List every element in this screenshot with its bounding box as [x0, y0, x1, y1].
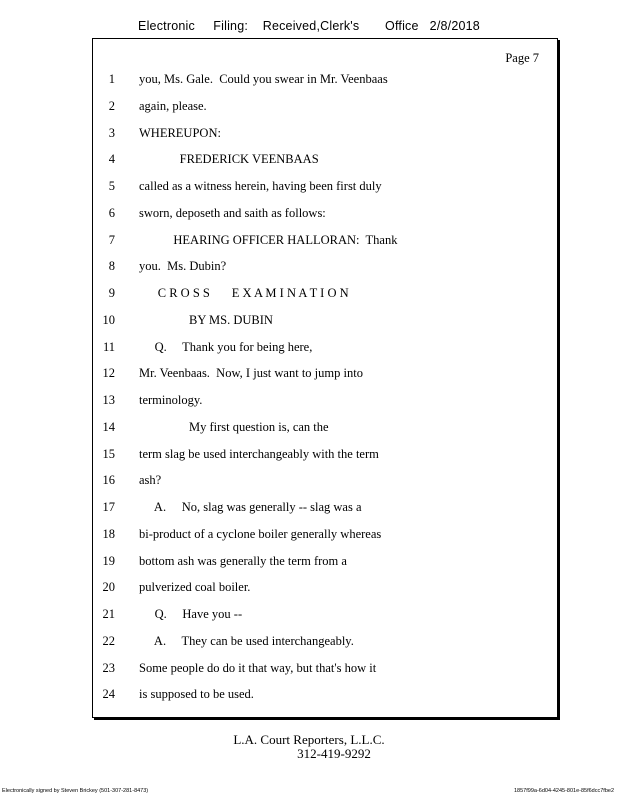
line-text: called as a witness herein, having been first duly [139, 179, 382, 193]
transcript-line [93, 658, 559, 678]
transcript-line [93, 230, 559, 250]
line-text: Some people do do it that way, but that's how it [139, 661, 377, 675]
line-text: Q. Have you -- [139, 607, 243, 621]
line-text: sworn, deposeth and saith as follows: [139, 206, 326, 220]
line-text: bottom ash was generally the term from a [139, 554, 347, 568]
transcript-line [93, 363, 559, 383]
transcript-line [93, 203, 559, 223]
transcript-line [93, 69, 559, 89]
line-number: 5 [108, 179, 115, 193]
transcript-line [93, 684, 559, 704]
line-number: 16 [102, 473, 115, 487]
transcript-line [93, 123, 559, 143]
line-number: 24 [102, 687, 115, 701]
transcript-line [93, 417, 559, 437]
line-text: HEARING OFFICER HALLORAN: Thank [139, 233, 398, 247]
transcript-line [93, 631, 559, 651]
line-text: bi-product of a cyclone boiler generally whereas [139, 527, 382, 541]
line-text: A. They can be used interchangeably. [139, 634, 354, 648]
line-number: 9 [108, 286, 115, 300]
transcript-line [93, 470, 559, 490]
transcript-line [93, 256, 559, 276]
line-number: 23 [102, 661, 115, 675]
transcript-line [93, 283, 559, 303]
line-number: 17 [102, 500, 115, 514]
line-text: ash? [139, 473, 162, 487]
line-text: again, please. [139, 99, 207, 113]
line-text: Mr. Veenbaas. Now, I just want to jump into [139, 366, 363, 380]
line-number: 13 [102, 393, 115, 407]
page-number: Page 7 [505, 51, 539, 65]
line-text: BY MS. DUBIN [139, 313, 273, 327]
transcript-line [93, 96, 559, 116]
line-number: 12 [102, 366, 115, 380]
line-number: 7 [108, 233, 115, 247]
line-number: 10 [102, 313, 115, 327]
line-text: WHEREUPON: [139, 126, 221, 140]
transcript-line [93, 390, 559, 410]
transcript-line [93, 551, 559, 571]
line-number: 19 [102, 554, 115, 568]
line-text: term slag be used interchangeably with the term [139, 447, 379, 461]
transcript-line [93, 149, 559, 169]
line-text: FREDERICK VEENBAAS [139, 152, 319, 166]
transcript-line [93, 337, 559, 357]
transcript-line [93, 310, 559, 330]
line-number: 15 [102, 447, 115, 461]
line-number: 22 [102, 634, 115, 648]
transcript-line [93, 176, 559, 196]
signature-note: Electronically signed by Steven Brickey (501-307-281-8473) [2, 788, 149, 794]
line-number: 18 [102, 527, 115, 541]
line-text: A. No, slag was generally -- slag was a [139, 500, 362, 514]
line-text: terminology. [139, 393, 203, 407]
line-text: C R O S S E X A M I N A T I O N [139, 286, 349, 300]
reporter-name: L.A. Court Reporters, L.L.C. [233, 732, 385, 747]
transcript-page [92, 38, 558, 718]
line-number: 1 [108, 72, 115, 86]
reporter-phone: 312-419-9292 [297, 746, 371, 761]
transcript-line [93, 444, 559, 464]
court-reporter-info [0, 733, 618, 761]
line-text: My first question is, can the [139, 420, 329, 434]
transcript-line [93, 577, 559, 597]
line-number: 21 [102, 607, 115, 621]
line-number: 20 [102, 580, 115, 594]
transcript-line [93, 604, 559, 624]
line-text: you. Ms. Dubin? [139, 259, 227, 273]
line-text: is supposed to be used. [139, 687, 254, 701]
line-text: you, Ms. Gale. Could you swear in Mr. Veenbaas [139, 72, 388, 86]
transcript-line [93, 524, 559, 544]
line-text: pulverized coal boiler. [139, 580, 251, 594]
line-number: 6 [108, 206, 115, 220]
line-number: 2 [108, 99, 115, 113]
line-number: 8 [108, 259, 115, 273]
line-number: 14 [102, 420, 115, 434]
line-number: 4 [108, 152, 115, 166]
transcript-line [93, 497, 559, 517]
filing-header: Electronic Filing: Received,Clerk's Office 2/8/2018 [138, 19, 480, 33]
line-number: 11 [102, 340, 115, 354]
document-hash: 1857f99a-6d04-4245-801e-85f6dcc7fbe2 [514, 788, 614, 794]
line-text: Q. Thank you for being here, [139, 340, 313, 354]
line-number: 3 [108, 126, 115, 140]
